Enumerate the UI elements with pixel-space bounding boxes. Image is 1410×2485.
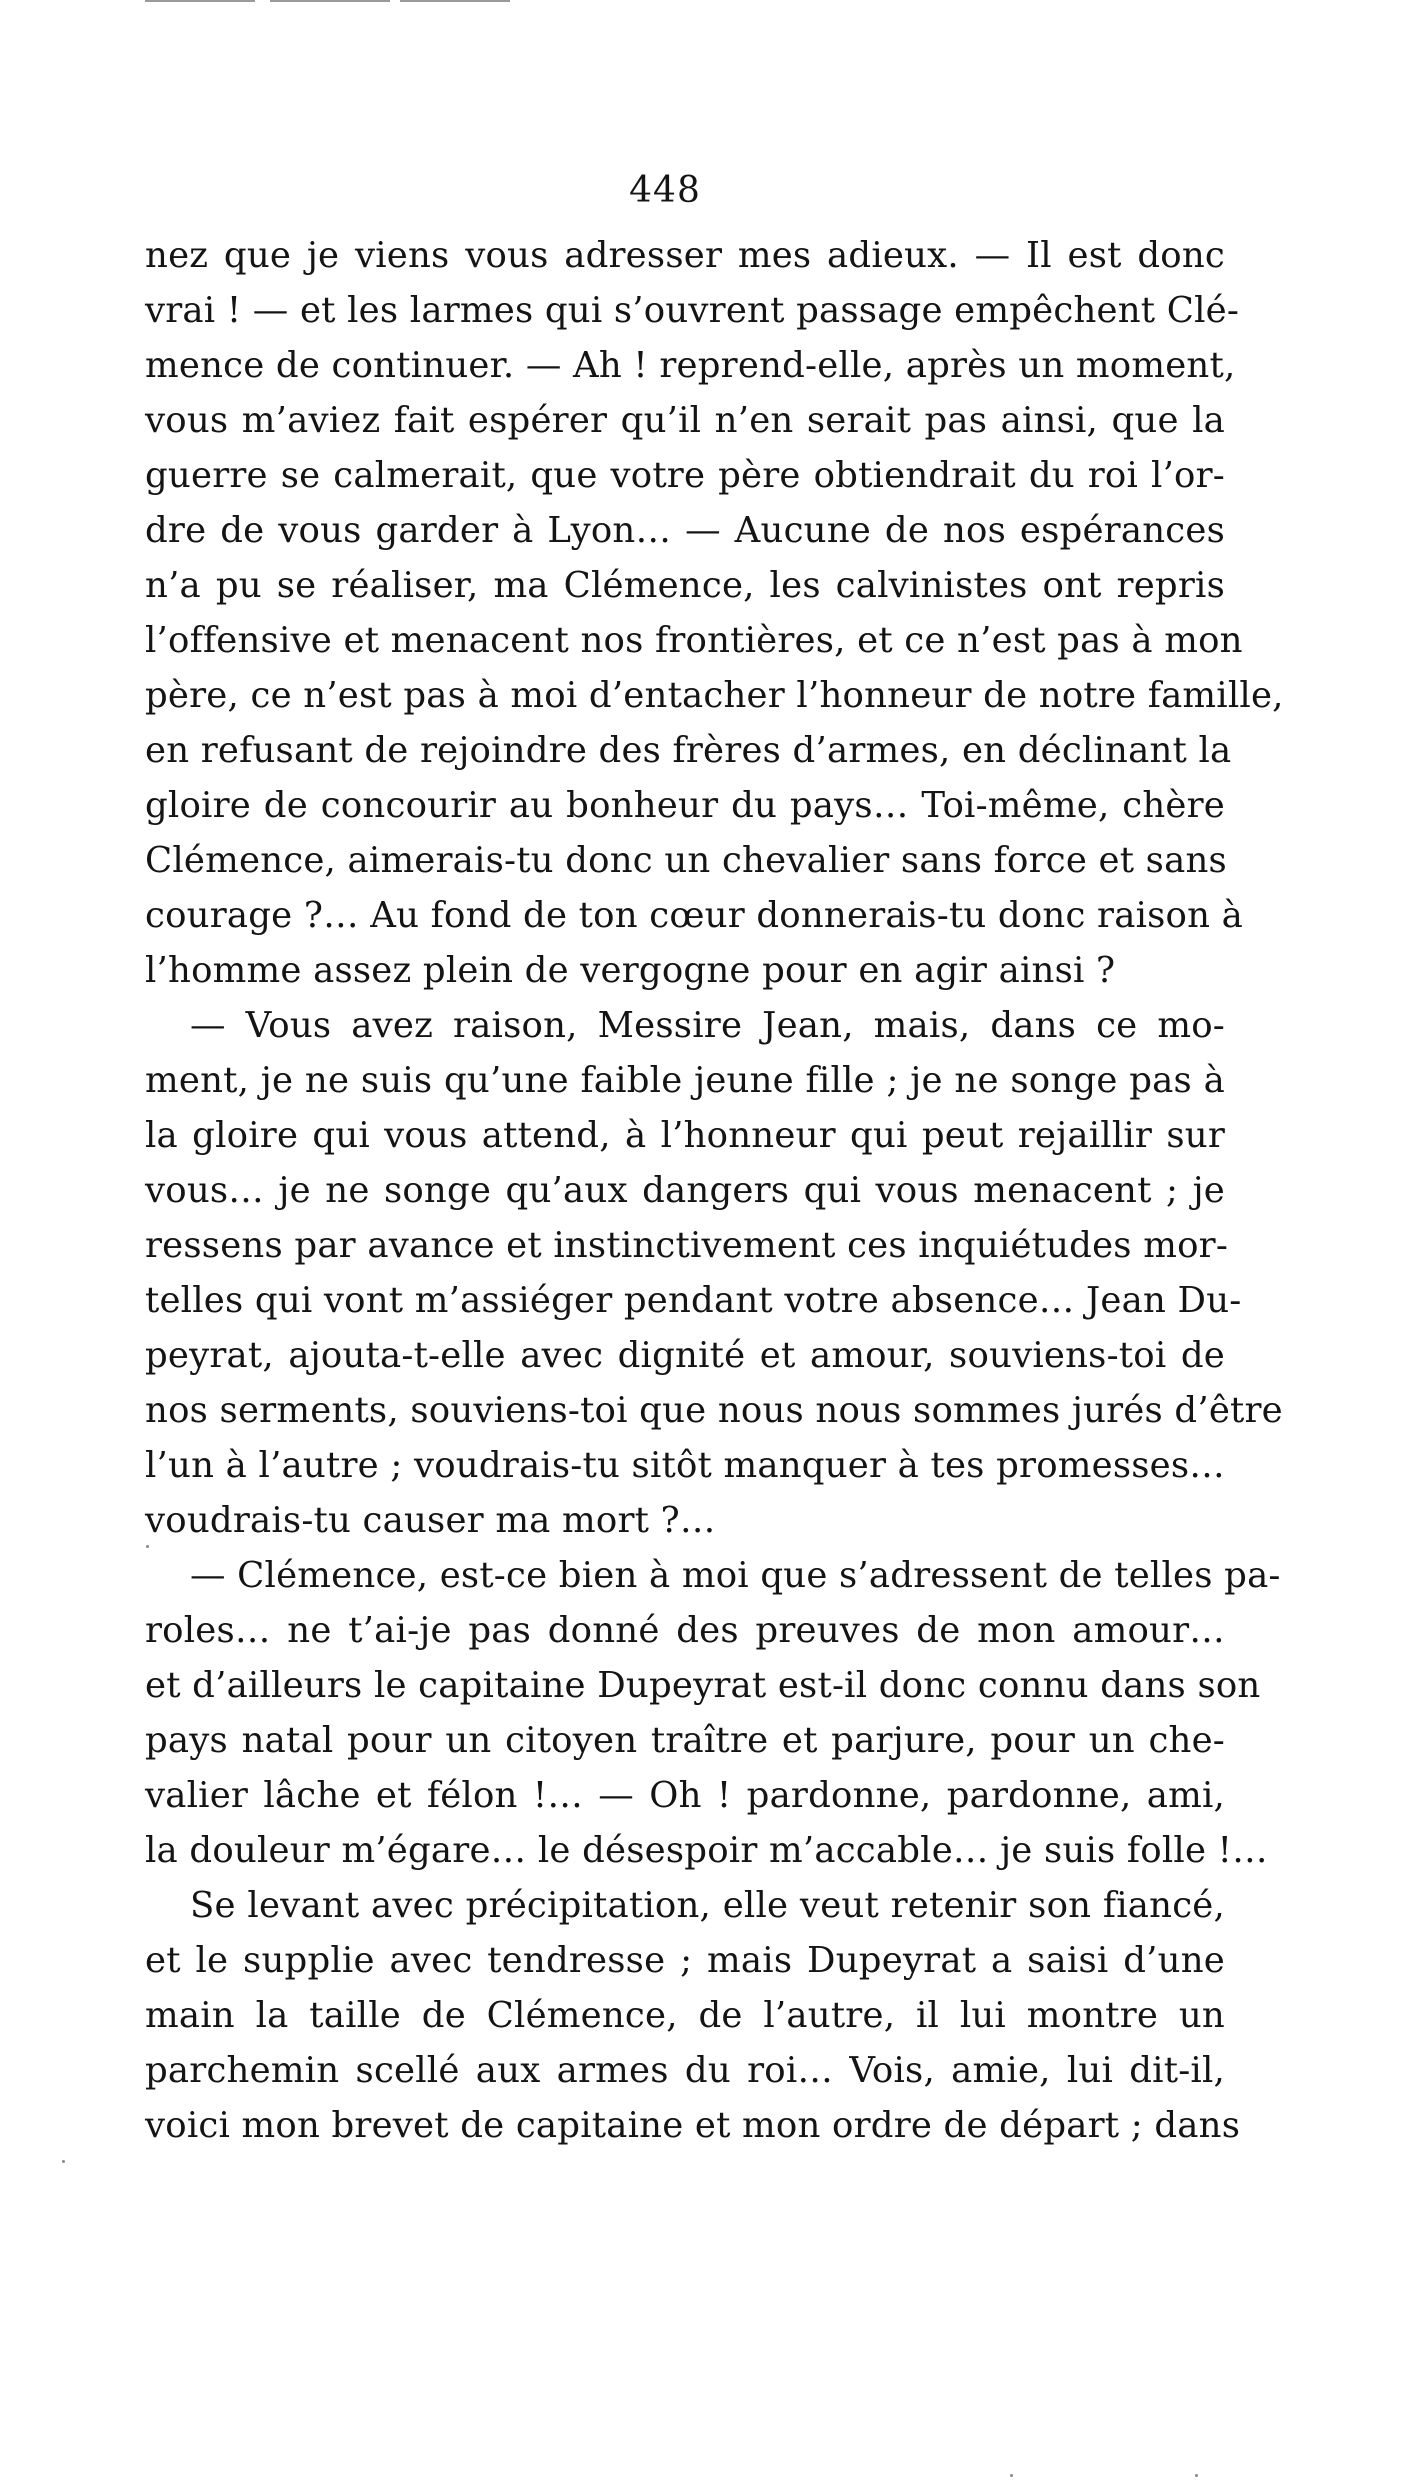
text-line: et d’ailleurs le capitaine Dupeyrat est-il donc connu dans son: [145, 1665, 1261, 1706]
text-line: pays natal pour un citoyen traître et parjure, pour un che-: [145, 1720, 1225, 1761]
page-number: 448: [629, 170, 701, 211]
text-line: valier lâche et félon !… — Oh ! pardonne, pardonne, ami,: [145, 1775, 1225, 1816]
top-rule-middle: [270, 0, 390, 2]
text-line: mence de continuer. — Ah ! reprend-elle, après un moment,: [145, 345, 1236, 386]
top-rule-right: [400, 0, 510, 2]
text-line: voici mon brevet de capitaine et mon ordre de départ ; dans: [145, 2105, 1241, 2146]
paper-speck: [62, 2160, 65, 2163]
text-line: telles qui vont m’assiéger pendant votre absence… Jean Du-: [145, 1280, 1242, 1321]
text-line: parchemin scellé aux armes du roi… Vois, amie, lui dit-il,: [145, 2050, 1225, 2091]
text-line: la gloire qui vous attend, à l’honneur qui peut rejaillir sur: [145, 1115, 1225, 1156]
text-line: guerre se calmerait, que votre père obtiendrait du roi l’or-: [145, 455, 1225, 496]
text-line: Se levant avec précipitation, elle veut retenir son fiancé,: [190, 1885, 1225, 1926]
paper-speck: [146, 1545, 149, 1548]
text-line: nez que je viens vous adresser mes adieux. — Il est donc: [145, 235, 1225, 276]
text-line: ressens par avance et instinctivement ces inquiétudes mor-: [145, 1225, 1229, 1266]
text-line: dre de vous garder à Lyon… — Aucune de nos espérances: [145, 510, 1225, 551]
paper-speck: [1195, 2474, 1198, 2477]
text-line: peyrat, ajouta-t-elle avec dignité et amour, souviens-toi de: [145, 1335, 1225, 1376]
text-line: nos serments, souviens-toi que nous nous sommes jurés d’être: [145, 1390, 1283, 1431]
top-rule-left: [145, 0, 255, 2]
text-line: l’homme assez plein de vergogne pour en agir ainsi ?: [145, 950, 1116, 991]
text-line: main la taille de Clémence, de l’autre, il lui montre un: [145, 1995, 1225, 2036]
text-line: — Vous avez raison, Messire Jean, mais, dans ce mo-: [190, 1005, 1225, 1046]
text-line: vrai ! — et les larmes qui s’ouvrent passage empêchent Clé-: [145, 290, 1240, 331]
text-line: — Clémence, est-ce bien à moi que s’adressent de telles pa-: [190, 1555, 1281, 1596]
paper-speck: [1010, 2474, 1013, 2477]
text-line: courage ?… Au fond de ton cœur donnerais-tu donc raison à: [145, 895, 1244, 936]
text-line: roles… ne t’ai-je pas donné des preuves de mon amour…: [145, 1610, 1225, 1651]
text-line: gloire de concourir au bonheur du pays… Toi-même, chère: [145, 785, 1225, 826]
text-line: l’offensive et menacent nos frontières, et ce n’est pas à mon: [145, 620, 1243, 661]
text-line: ment, je ne suis qu’une faible jeune fille ; je ne songe pas à: [145, 1060, 1225, 1101]
text-line: Clémence, aimerais-tu donc un chevalier sans force et sans: [145, 840, 1227, 881]
page-text: [145, 228, 1284, 2153]
text-line: en refusant de rejoindre des frères d’armes, en déclinant la: [145, 730, 1232, 771]
text-line: l’un à l’autre ; voudrais-tu sitôt manquer à tes promesses…: [145, 1445, 1225, 1486]
text-line: vous… je ne songe qu’aux dangers qui vous menacent ; je: [145, 1170, 1225, 1211]
text-line: et le supplie avec tendresse ; mais Dupeyrat a saisi d’une: [145, 1940, 1225, 1981]
text-line: père, ce n’est pas à moi d’entacher l’honneur de notre famille,: [145, 675, 1284, 716]
text-line: n’a pu se réaliser, ma Clémence, les calvinistes ont repris: [145, 565, 1225, 606]
text-line: vous m’aviez fait espérer qu’il n’en serait pas ainsi, que la: [145, 400, 1225, 441]
text-line: la douleur m’égare… le désespoir m’accable… je suis folle !…: [145, 1830, 1268, 1871]
text-line: voudrais-tu causer ma mort ?…: [145, 1500, 716, 1541]
